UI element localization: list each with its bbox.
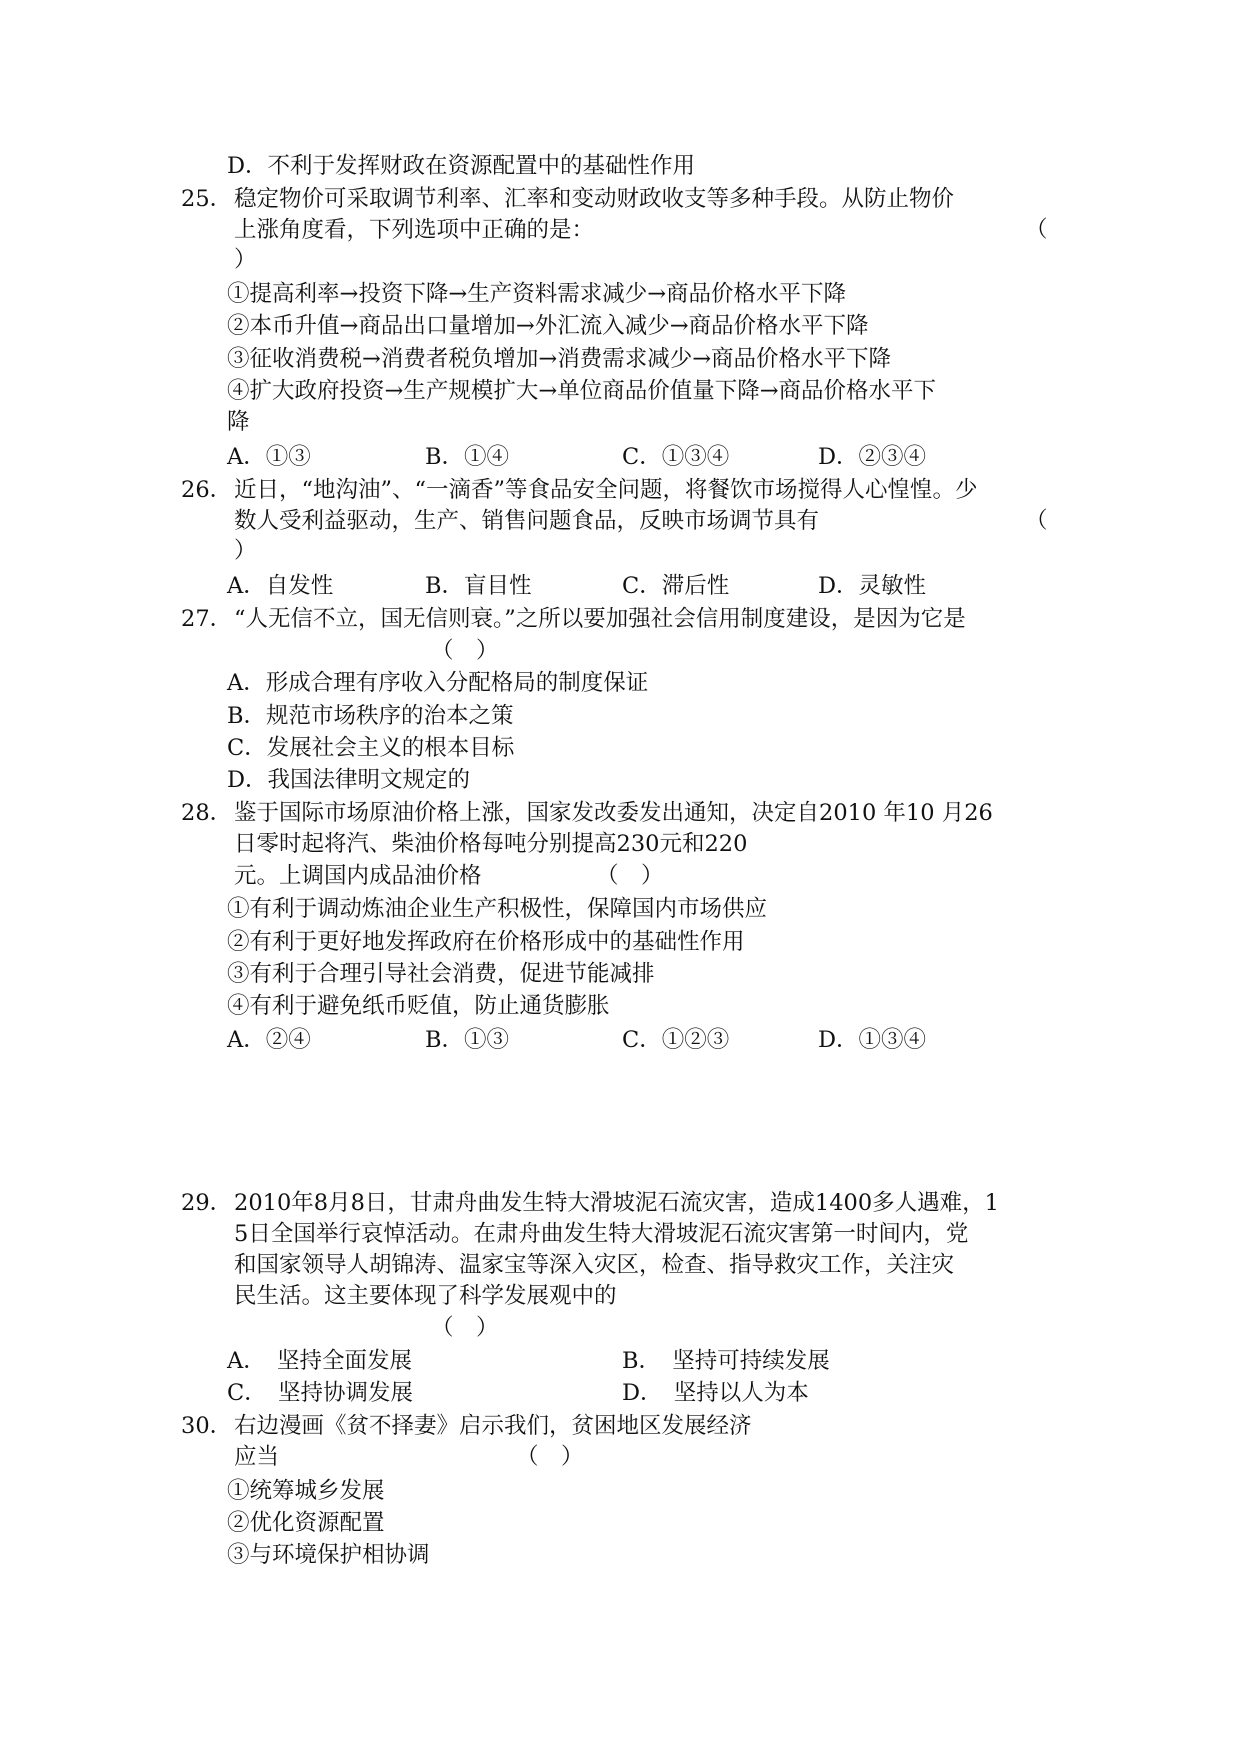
q29-option-b: B． 坚持可持续发展 bbox=[622, 1348, 830, 1374]
q29-option-d: D． 坚持以人为本 bbox=[622, 1380, 809, 1406]
q28-item-1: ①有利于调动炼油企业生产积极性，保障国内市场供应 bbox=[227, 896, 768, 922]
q27-option-c: C．发展社会主义的根本目标 bbox=[227, 735, 515, 761]
q25-item-3: ③征收消费税→消费者税负增加→消费需求减少→商品价格水平下降 bbox=[227, 346, 892, 372]
q29-stem-line-4: 民生活。这主要体现了科学发展观中的 bbox=[234, 1283, 617, 1309]
q29-option-c: C． 坚持协调发展 bbox=[227, 1380, 413, 1406]
q26-stem-line-1: 近日，“地沟油”、“一滴香”等食品安全问题，将餐饮市场搅得人心惶惶。少 bbox=[234, 477, 978, 503]
q28-item-3: ③有利于合理引导社会消费，促进节能减排 bbox=[227, 961, 655, 987]
q29-stem-line-1: 2010年8月8日，甘肃舟曲发生特大滑坡泥石流灾害，造成1400多人遇难，1 bbox=[234, 1190, 999, 1216]
q25-item-2: ②本币升值→商品出口量增加→外汇流入减少→商品价格水平下降 bbox=[227, 313, 869, 339]
q25-option-c: C．①③④ bbox=[622, 444, 730, 470]
q26-option-b: B．盲目性 bbox=[425, 573, 532, 599]
q28-item-4: ④有利于避免纸币贬值，防止通货膨胀 bbox=[227, 993, 610, 1019]
q27-number: 27． bbox=[181, 606, 233, 632]
q30-stem-line-2: 应当 bbox=[234, 1444, 280, 1470]
q28-stem-line-1: 鉴于国际市场原油价格上涨，国家发改委发出通知，决定自2010 年10 月26 bbox=[234, 800, 993, 826]
q27-option-a: A．形成合理有序收入分配格局的制度保证 bbox=[227, 670, 649, 696]
q29-stem-line-2: 5日全国举行哀悼活动。在肃舟曲发生特大滑坡泥石流灾害第一时间内，党 bbox=[234, 1221, 969, 1247]
q25-option-b: B．①④ bbox=[425, 444, 510, 470]
q25-stem-line-2: 上涨角度看，下列选项中正确的是： bbox=[234, 217, 595, 243]
q25-item-4-cont: 降 bbox=[227, 409, 250, 435]
q30-item-1: ①统筹城乡发展 bbox=[227, 1478, 385, 1504]
q25-paren-close: ） bbox=[234, 247, 257, 273]
q27-option-d: D．我国法律明文规定的 bbox=[227, 767, 471, 793]
q29-number: 29． bbox=[181, 1190, 233, 1216]
q29-stem-line-3: 和国家领导人胡锦涛、温家宝等深入灾区，检查、指导救灾工作，关注灾 bbox=[234, 1252, 955, 1278]
q27-stem: “人无信不立，国无信则衰。”之所以要加强社会信用制度建设，是因为它是 bbox=[234, 606, 966, 632]
q28-answer-paren: （ ） bbox=[596, 863, 664, 889]
q30-item-2: ②优化资源配置 bbox=[227, 1510, 385, 1536]
q26-option-c: C．滞后性 bbox=[622, 573, 730, 599]
q30-item-3: ③与环境保护相协调 bbox=[227, 1542, 430, 1568]
q28-option-d: D．①③④ bbox=[818, 1027, 927, 1053]
q26-option-a: A．自发性 bbox=[227, 573, 334, 599]
q25-item-4: ④扩大政府投资→生产规模扩大→单位商品价值量下降→商品价格水平下 bbox=[227, 378, 937, 404]
q28-stem-line-3: 元。上调国内成品油价格 bbox=[234, 863, 482, 889]
q30-number: 30． bbox=[181, 1413, 233, 1439]
q25-item-1: ①提高利率→投资下降→生产资料需求减少→商品价格水平下降 bbox=[227, 281, 847, 307]
q28-stem-line-2: 日零时起将汽、柴油价格每吨分别提高230元和220 bbox=[234, 831, 748, 857]
q27-option-b: B．规范市场秩序的治本之策 bbox=[227, 703, 514, 729]
q29-answer-paren: （ ） bbox=[431, 1315, 499, 1341]
q25-stem-line-1: 稳定物价可采取调节利率、汇率和变动财政收支等多种手段。从防止物价 bbox=[234, 186, 955, 212]
q24-option-d: D．不利于发挥财政在资源配置中的基础性作用 bbox=[227, 153, 696, 179]
q28-option-c: C．①②③ bbox=[622, 1027, 730, 1053]
q26-option-d: D．灵敏性 bbox=[818, 573, 927, 599]
q30-stem-line-1: 右边漫画《贫不择妻》启示我们，贫困地区发展经济 bbox=[234, 1413, 752, 1439]
q28-option-b: B．①③ bbox=[425, 1027, 510, 1053]
q25-option-d: D．②③④ bbox=[818, 444, 927, 470]
q28-number: 28． bbox=[181, 800, 233, 826]
q25-paren-open: （ bbox=[1025, 217, 1048, 243]
q25-number: 25． bbox=[181, 186, 233, 212]
q26-number: 26． bbox=[181, 477, 233, 503]
q28-option-a: A．②④ bbox=[227, 1027, 311, 1053]
q29-option-a: A． 坚持全面发展 bbox=[227, 1348, 412, 1374]
q26-stem-line-2: 数人受利益驱动，生产、销售问题食品，反映市场调节具有 bbox=[234, 508, 820, 534]
q28-item-2: ②有利于更好地发挥政府在价格形成中的基础性作用 bbox=[227, 929, 745, 955]
q25-option-a: A．①③ bbox=[227, 444, 311, 470]
q27-answer-paren: （ ） bbox=[431, 638, 499, 664]
q26-paren-open: （ bbox=[1025, 508, 1048, 534]
q30-answer-paren: （ ） bbox=[516, 1444, 584, 1470]
q26-paren-close: ） bbox=[234, 538, 257, 564]
